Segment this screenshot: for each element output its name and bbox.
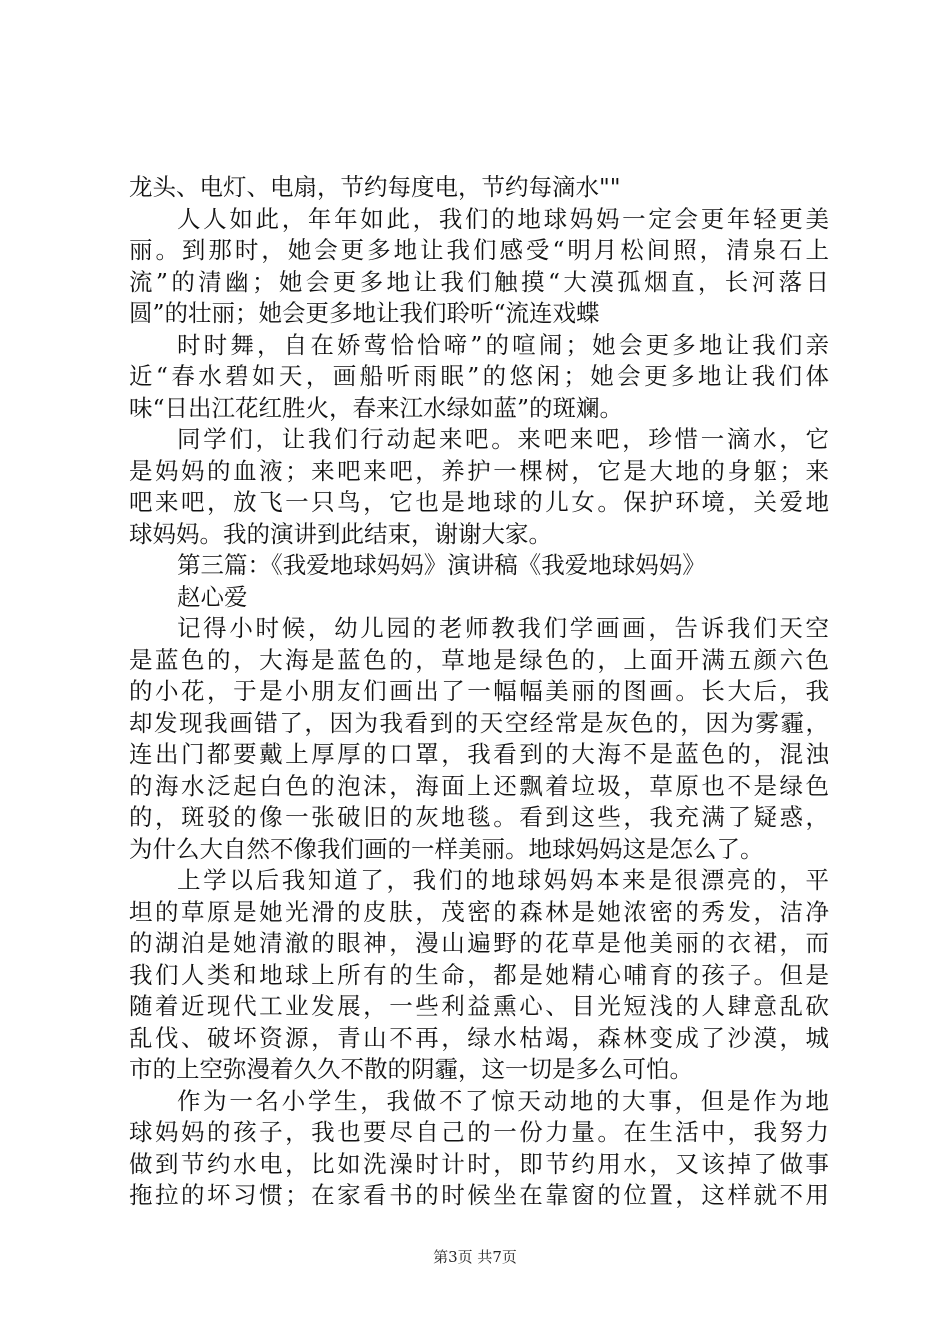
text-line: 的海水泛起白色的泡沫，海面上还飘着垃圾，草原也不是绿色 bbox=[129, 771, 829, 800]
text-line: 为什么大自然不像我们画的一样美丽。地球妈妈这是怎么了。 bbox=[129, 834, 764, 863]
text-line: 的小花，于是小朋友们画出了一幅幅美丽的图画。长大后，我 bbox=[129, 677, 829, 705]
text-line: 近“春水碧如天，画船听雨眠”的悠闲；她会更多地让我们体 bbox=[129, 362, 829, 390]
text-line: 流”的清幽；她会更多地让我们触摸“大漠孤烟直，长河落日 bbox=[129, 267, 829, 296]
text-line: 随着近现代工业发展，一些利益熏心、目光短浅的人肆意乱砍 bbox=[129, 992, 829, 1020]
text-line: 时时舞，自在娇莺恰恰啼”的喧闹；她会更多地让我们亲 bbox=[177, 330, 829, 359]
text-line: 龙头、电灯、电扇，节约每度电，节约每滴水"" bbox=[129, 173, 621, 201]
text-line: 球妈妈的孩子，我也要尽自己的一份力量。在生活中，我努力 bbox=[129, 1118, 829, 1146]
text-line: 味“日出江花红胜火，春来江水绿如蓝”的斑斓。 bbox=[129, 393, 624, 422]
text-line: 是妈妈的血液；来吧来吧，养护一棵树，它是大地的身躯；来 bbox=[129, 456, 829, 485]
text-line: 吧来吧，放飞一只鸟，它也是地球的儿女。保护环境，关爱地 bbox=[129, 488, 829, 516]
text-line: 市的上空弥漫着久久不散的阴霾，这一切是多么可怕。 bbox=[129, 1055, 693, 1083]
text-line: 的湖泊是她清澈的眼神，漫山遍野的花草是他美丽的衣裙，而 bbox=[129, 929, 829, 957]
text-line: 人人如此，年年如此，我们的地球妈妈一定会更年轻更美 bbox=[177, 204, 829, 233]
text-line: 却发现我画错了，因为我看到的天空经常是灰色的，因为雾霾， bbox=[129, 708, 829, 737]
text-line: 赵心爱 bbox=[177, 582, 248, 611]
body-text bbox=[129, 172, 829, 1212]
page-number-footer: 第3页 共7页 bbox=[433, 1248, 517, 1266]
text-line: 乱伐、破坏资源，青山不再，绿水枯竭，森林变成了沙漠，城 bbox=[129, 1023, 829, 1052]
text-line: 第三篇：《我爱地球妈妈》演讲稿《我爱地球妈妈》 bbox=[177, 551, 706, 579]
text-line: 丽。到那时，她会更多地让我们感受“明月松间照，清泉石上 bbox=[129, 236, 829, 264]
text-line: 同学们，让我们行动起来吧。来吧来吧，珍惜一滴水，它 bbox=[177, 425, 829, 453]
text-line: 拖拉的坏习惯；在家看书的时候坐在靠窗的位置，这样就不用 bbox=[129, 1181, 829, 1209]
text-line: 是蓝色的，大海是蓝色的，草地是绿色的，上面开满五颜六色 bbox=[129, 645, 829, 674]
text-line: 做到节约水电，比如洗澡时计时，即节约用水，又该掉了做事 bbox=[129, 1149, 829, 1178]
text-line: 坦的草原是她光滑的皮肤，茂密的森林是她浓密的秀发，洁净 bbox=[129, 897, 829, 926]
text-line: 记得小时候，幼儿园的老师教我们学画画，告诉我们天空 bbox=[177, 614, 829, 642]
text-line: 上学以后我知道了，我们的地球妈妈本来是很漂亮的，平 bbox=[177, 866, 829, 894]
text-line: 连出门都要戴上厚厚的口罩，我看到的大海不是蓝色的，混浊 bbox=[129, 740, 829, 768]
text-line: 球妈妈。我的演讲到此结束，谢谢大家。 bbox=[129, 519, 552, 548]
text-line: 圆”的壮丽；她会更多地让我们聆听“流连戏蝶 bbox=[129, 299, 600, 327]
text-line: 的，斑驳的像一张破旧的灰地毯。看到这些，我充满了疑惑， bbox=[129, 803, 829, 831]
text-line: 作为一名小学生，我做不了惊天动地的大事，但是作为地 bbox=[177, 1086, 829, 1115]
text-line: 我们人类和地球上所有的生命，都是她精心哺育的孩子。但是 bbox=[129, 960, 829, 989]
